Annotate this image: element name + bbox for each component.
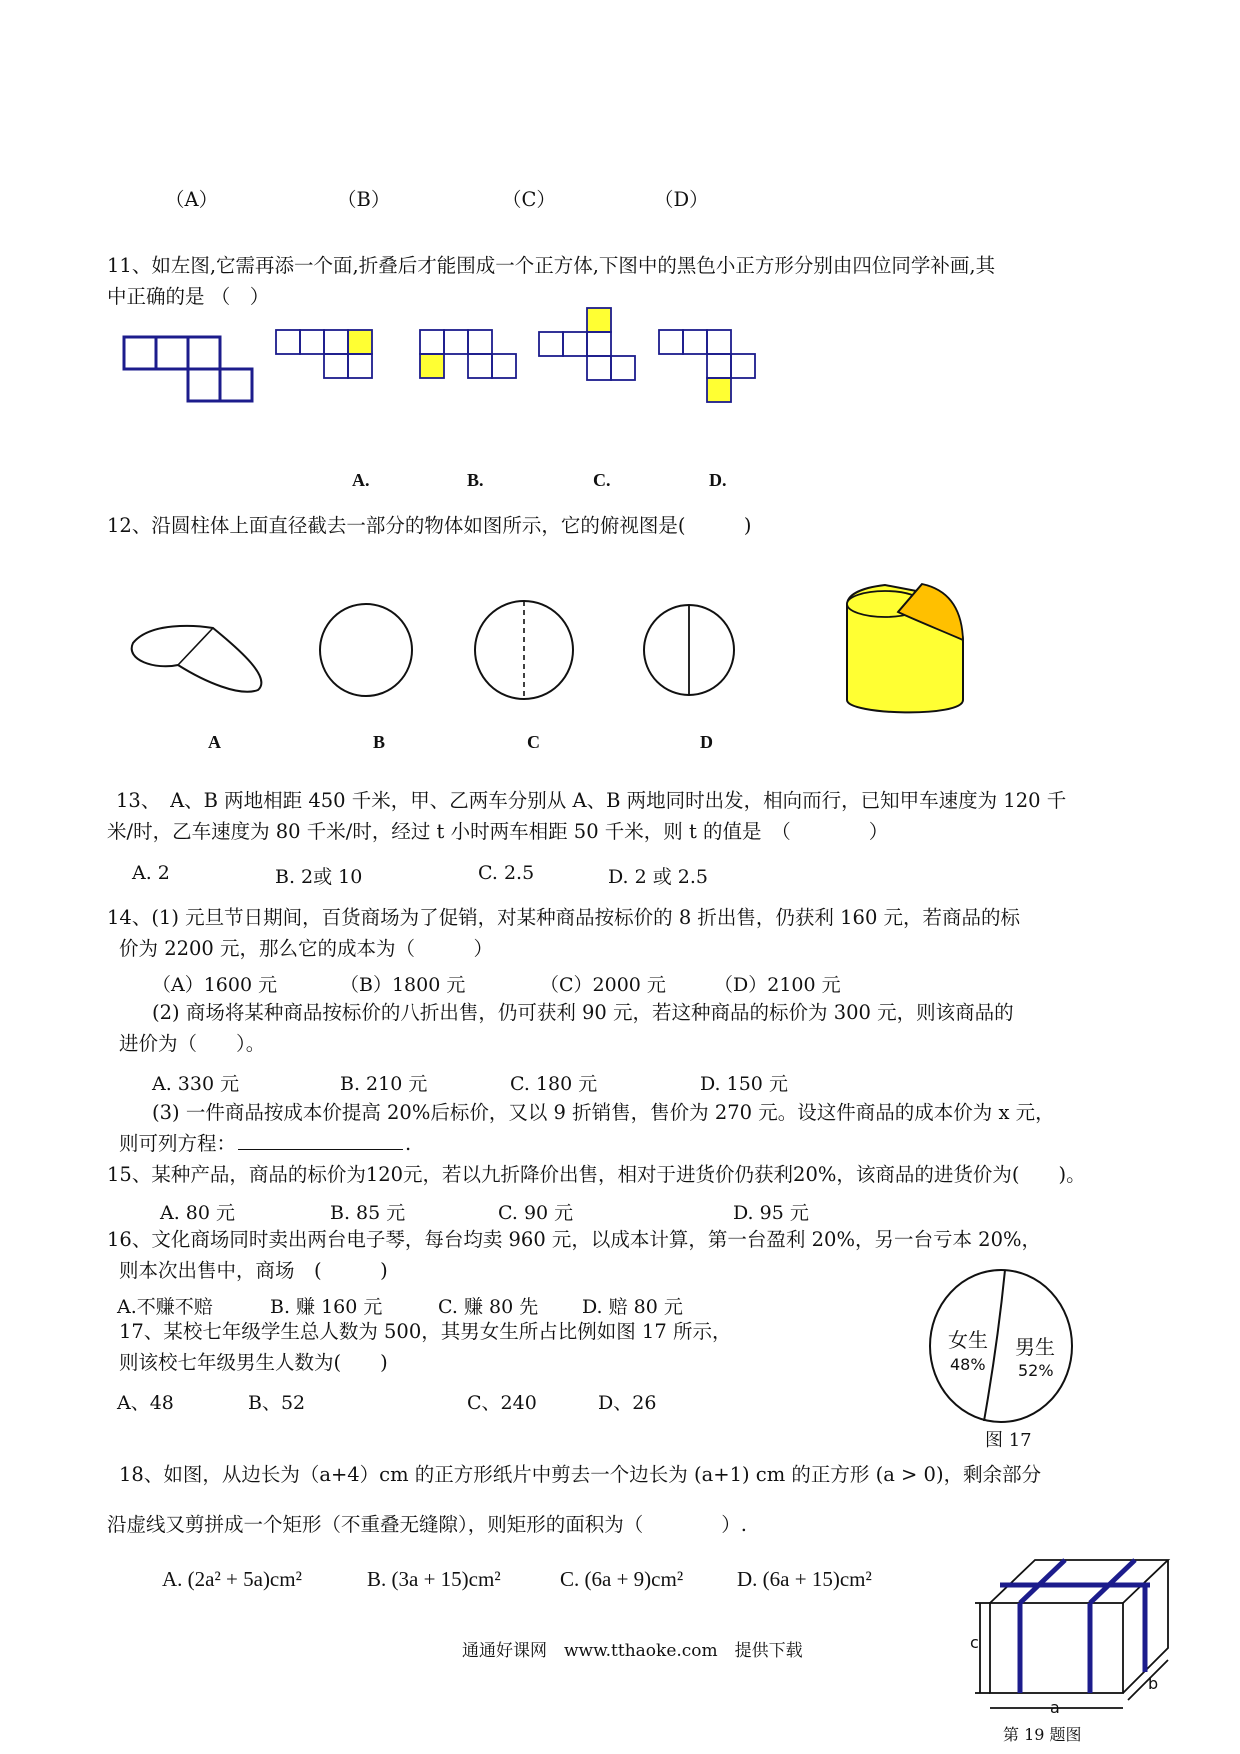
q13-text-line2: 米/时，乙车速度为 80 千米/时，经过 t 小时两车相距 50 千米，则 t 的值是 （ ） <box>107 820 889 843</box>
q15-option-d: D. 95 元 <box>733 1202 809 1224</box>
q14-part1-option-d: （D）2100 元 <box>714 974 841 996</box>
q16-text-line1: 16、文化商场同时卖出两台电子琴，每台均卖 960 元，以成本计算，第一台盈利 20%，另一台亏本 20%， <box>107 1228 1042 1251</box>
q17-text-line2: 则该校七年级男生人数为( ) <box>119 1351 388 1374</box>
q16-option-d: D. 赔 80 元 <box>582 1296 683 1318</box>
q14-part1-option-b: （B）1800 元 <box>340 974 466 996</box>
q11-label-a: A. <box>352 470 370 490</box>
q13-option-a: A. 2 <box>132 862 170 884</box>
q18-text-line2: 沿虚线又剪拼成一个矩形（不重叠无缝隙），则矩形的面积为（ ）. <box>107 1513 747 1536</box>
q17-option-a: A、48 <box>117 1392 174 1414</box>
q16-text-line2: 则本次出售中，商场 ( ) <box>119 1259 388 1282</box>
pie-male-label: 男生 <box>1015 1335 1055 1359</box>
q18-option-d: D. (6a + 15)cm² <box>737 1567 872 1591</box>
q14-part3-prefix: 则可列方程： <box>119 1132 237 1155</box>
q13-option-d: D. 2 或 2.5 <box>608 866 709 888</box>
q10-option-b: （B） <box>337 188 391 211</box>
q17-option-d: D、26 <box>598 1392 657 1414</box>
q16-option-a: A.不赚不赔 <box>117 1296 213 1318</box>
q18-option-c: C. (6a + 9)cm² <box>560 1567 684 1591</box>
q11-label-c: C. <box>593 470 611 490</box>
q13-option-c: C. 2.5 <box>478 862 535 884</box>
box-label-a: a <box>1050 1698 1060 1717</box>
q14-part2-line2: 进价为（ ）。 <box>119 1032 266 1055</box>
q16-option-c: C. 赚 80 先 <box>438 1296 539 1318</box>
q14-part1-line1: 14、(1) 元旦节日期间，百货商场为了促销，对某种商品按标价的 8 折出售，仍获利 160 元，若商品的标 <box>107 906 1021 929</box>
pie-female-pct: 48% <box>950 1355 986 1374</box>
q17-option-b: B、52 <box>248 1392 306 1414</box>
q11-text-line2: 中正确的是 （ ） <box>107 285 270 308</box>
q18-option-b: B. (3a + 15)cm² <box>367 1567 501 1591</box>
q17-text-line1: 17、某校七年级学生总人数为 500，其男女生所占比例如图 17 所示， <box>119 1320 732 1343</box>
box-label-b: b <box>1148 1674 1159 1693</box>
q14-part3-suffix: . <box>405 1132 412 1155</box>
box-label-c: c <box>970 1633 979 1652</box>
q15-option-a: A. 80 元 <box>160 1202 236 1224</box>
q12-label-c: C <box>527 732 540 752</box>
q16-option-b: B. 赚 160 元 <box>270 1296 383 1318</box>
q14-part2-option-a: A. 330 元 <box>152 1073 240 1095</box>
q11-text-line1: 11、如左图,它需再添一个面,折叠后才能围成一个正方体,下图中的黑色小正方形分别由四位同学补画,其 <box>107 254 996 277</box>
q10-option-c: （C） <box>502 188 556 211</box>
q11-label-d: D. <box>709 470 727 490</box>
q15-option-b: B. 85 元 <box>330 1202 406 1224</box>
footer-source: 通通好课网 www.tthaoke.com 提供下载 <box>462 1641 803 1661</box>
q18-text-line1: 18、如图，从边长为（a+4）cm 的正方形纸片中剪去一个边长为 (a+1) cm 的正方形 (a > 0)，剩余部分 <box>119 1463 1042 1486</box>
box-caption: 第 19 题图 <box>1003 1725 1082 1744</box>
q14-part1-line2: 价为 2200 元，那么它的成本为（ ） <box>119 937 494 960</box>
q13-text-line1: 13、 A、B 两地相距 450 千米，甲、乙两车分别从 A、B 两地同时出发，相向而行，已知甲车速度为 120 千 <box>116 789 1067 812</box>
q14-part2-line1: (2) 商场将某种商品按标价的八折出售，仍可获利 90 元，若这种商品的标价为 300 元，则该商品的 <box>152 1001 1014 1024</box>
q13-option-b: B. 2或 10 <box>275 866 363 888</box>
pie-male-pct: 52% <box>1018 1361 1054 1380</box>
q14-part1-option-c: （C）2000 元 <box>540 974 666 996</box>
q10-option-d: （D） <box>654 188 709 211</box>
q17-option-c: C、240 <box>467 1392 537 1414</box>
q12-label-b: B <box>373 732 386 752</box>
q12-label-a: A <box>208 732 221 752</box>
q14-part2-option-c: C. 180 元 <box>510 1073 598 1095</box>
q14-part2-option-d: D. 150 元 <box>700 1073 788 1095</box>
pie-caption: 图 17 <box>985 1430 1032 1451</box>
q14-part3-line1: (3) 一件商品按成本价提高 20%后标价，又以 9 折销售，售价为 270 元。设这件商品的成本价为 x 元， <box>152 1101 1055 1124</box>
q15-text: 15、某种产品，商品的标价为120元，若以九折降价出售，相对于进货价仍获利20%，该商品的进货价为( )。 <box>107 1163 1086 1186</box>
q14-part2-option-b: B. 210 元 <box>340 1073 428 1095</box>
q18-option-a: A. (2a² + 5a)cm² <box>162 1567 302 1591</box>
q15-option-c: C. 90 元 <box>498 1202 574 1224</box>
q14-part1-option-a: （A）1600 元 <box>152 974 278 996</box>
q12-label-d: D <box>700 732 713 752</box>
q11-label-b: B. <box>467 470 484 490</box>
q12-text: 12、沿圆柱体上面直径截去一部分的物体如图所示，它的俯视图是( ) <box>107 514 752 537</box>
pie-female-label: 女生 <box>948 1328 988 1352</box>
q10-option-a: （A） <box>165 188 219 211</box>
